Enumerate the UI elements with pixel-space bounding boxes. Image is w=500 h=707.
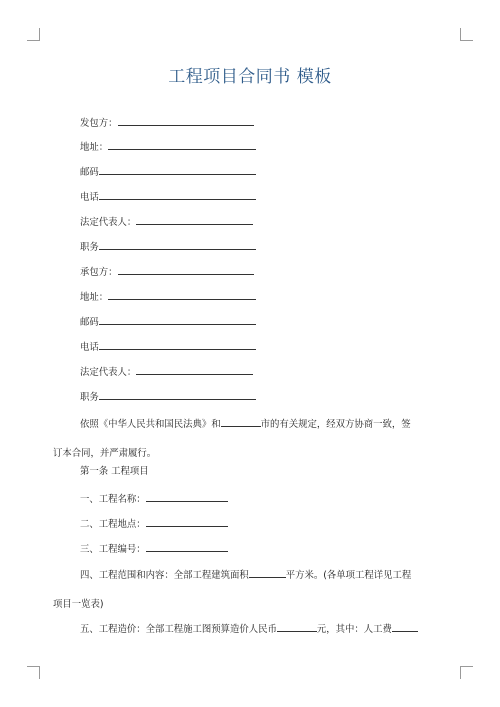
item-project-number	[80, 542, 228, 556]
field-label: 邮码	[80, 167, 99, 178]
field-employer-legal-rep	[80, 215, 253, 229]
preamble-line-1	[80, 417, 440, 431]
cost-text: 元，其中：人工费	[316, 624, 392, 635]
fill-blank[interactable]	[146, 542, 228, 552]
fill-blank[interactable]	[146, 517, 228, 527]
field-label: 发包方：	[80, 118, 118, 129]
item-label: 三、工程编号：	[80, 544, 146, 555]
fill-blank[interactable]	[146, 492, 228, 502]
field-employer	[80, 116, 254, 130]
corner-mark-bottom-left	[27, 666, 40, 679]
item-project-name	[80, 492, 228, 506]
preamble-text: 依照《中华人民共和国民法典》和	[80, 419, 221, 430]
fill-blank[interactable]	[277, 622, 317, 632]
preamble-text: 市的有关规定，经双方协商一致，签	[260, 419, 411, 430]
field-label: 地址：	[80, 142, 109, 153]
item-scope-paragraph	[53, 568, 440, 611]
fill-blank[interactable]	[99, 315, 256, 325]
field-label: 法定代表人：	[80, 367, 137, 378]
fill-blank[interactable]	[221, 417, 261, 427]
fill-blank[interactable]	[108, 290, 256, 300]
scope-line-1	[80, 568, 440, 582]
fill-blank[interactable]	[118, 116, 254, 126]
field-label: 承包方：	[80, 267, 118, 278]
field-label: 法定代表人：	[80, 217, 137, 228]
field-contractor-address	[80, 290, 256, 304]
fill-blank[interactable]	[136, 215, 253, 225]
document-title: 工程项目合同书 模板	[168, 67, 332, 87]
scope-text: 平方米。(各单项工程详见工程	[285, 570, 412, 581]
fill-blank[interactable]	[108, 140, 256, 150]
item-label: 二、工程地点：	[80, 519, 146, 530]
item-label: 一、工程名称：	[80, 494, 146, 505]
fill-blank[interactable]	[99, 190, 256, 200]
fill-blank[interactable]	[136, 365, 253, 375]
field-label: 电话	[80, 192, 99, 203]
field-label: 地址：	[80, 292, 109, 303]
fill-blank[interactable]	[99, 165, 256, 175]
preamble-paragraph	[53, 417, 440, 460]
cost-text: 五、工程造价：全部工程施工图预算造价人民币	[80, 624, 277, 635]
scope-line-2: 项目一览表)	[53, 599, 104, 610]
field-employer-position	[80, 240, 256, 254]
corner-mark-top-left	[27, 28, 40, 41]
fill-blank[interactable]	[99, 390, 256, 400]
item-cost	[80, 622, 418, 636]
field-contractor-legal-rep	[80, 365, 253, 379]
article-1-heading: 第一条 工程项目	[80, 466, 149, 477]
fill-blank[interactable]	[392, 622, 418, 632]
field-label: 职务	[80, 392, 99, 403]
item-project-location	[80, 517, 228, 531]
field-contractor	[80, 265, 254, 279]
fill-blank[interactable]	[249, 568, 286, 578]
fill-blank[interactable]	[118, 265, 254, 275]
fill-blank[interactable]	[99, 340, 256, 350]
field-contractor-position	[80, 390, 256, 404]
preamble-line-2: 订本合同，并严肃履行。	[53, 448, 157, 459]
field-employer-address	[80, 140, 256, 154]
field-contractor-postcode	[80, 315, 256, 329]
scope-text: 四、工程范围和内容：全部工程建筑面积	[80, 570, 249, 581]
corner-mark-bottom-right	[460, 666, 473, 679]
field-label: 职务	[80, 242, 99, 253]
field-label: 邮码	[80, 317, 99, 328]
field-employer-postcode	[80, 165, 256, 179]
field-employer-phone	[80, 190, 256, 204]
field-label: 电话	[80, 342, 99, 353]
field-contractor-phone	[80, 340, 256, 354]
fill-blank[interactable]	[99, 240, 256, 250]
corner-mark-top-right	[460, 28, 473, 41]
